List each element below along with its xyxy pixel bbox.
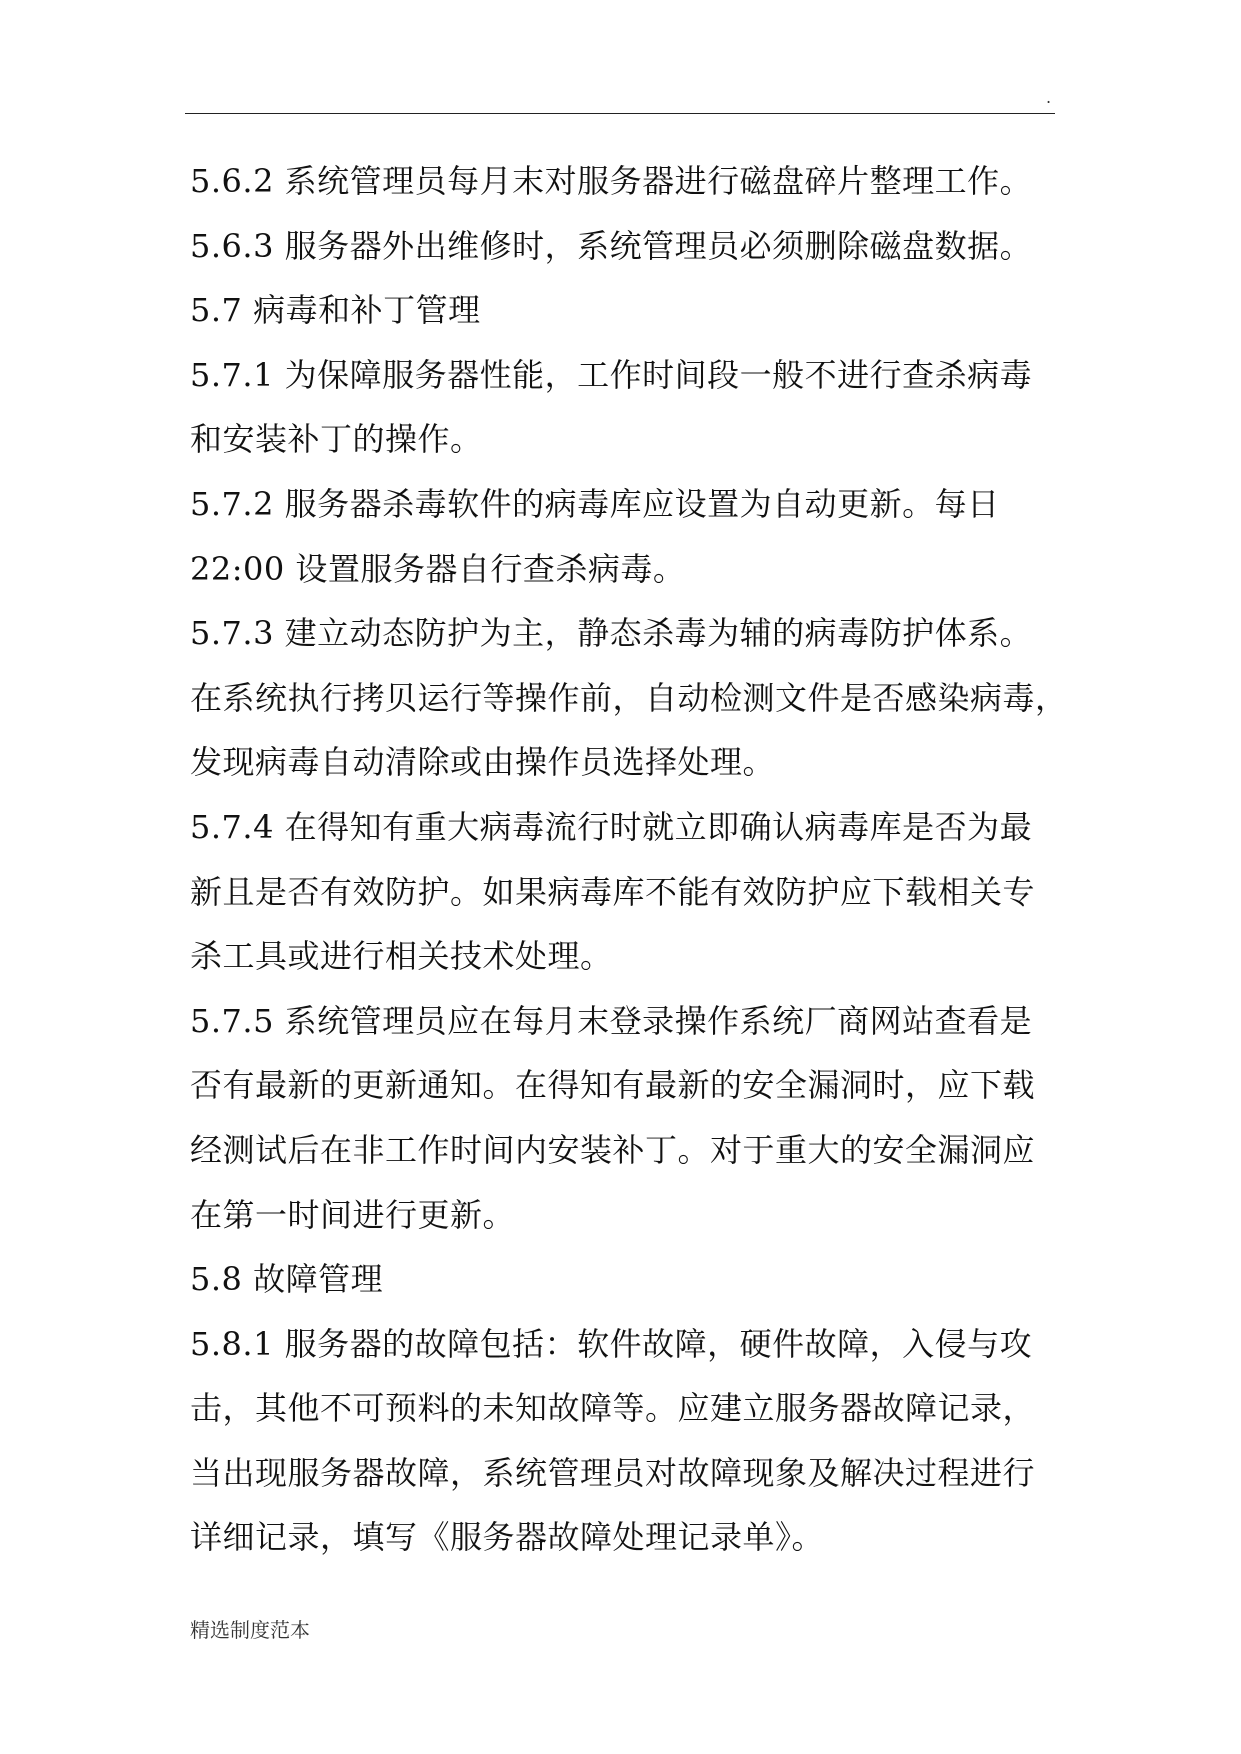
text-line: 否有最新的更新通知。在得知有最新的安全漏洞时，应下载 — [190, 1066, 1036, 1105]
text-line: 经测试后在非工作时间内安装补丁。对于重大的安全漏洞应 — [190, 1130, 1036, 1169]
text-line: 5.7.5 系统管理员应在每月末登录操作系统厂商网站查看是 — [190, 1001, 1033, 1040]
text-line: 22:00 设置服务器自行查杀病毒。 — [190, 549, 686, 588]
text-line: 5.7.3 建立动态防护为主，静态杀毒为辅的病毒防护体系。 — [190, 614, 1033, 653]
text-line: 在第一时间进行更新。 — [190, 1195, 516, 1234]
text-line: 和安装补丁的操作。 — [190, 420, 483, 459]
text-line: 击，其他不可预料的未知故障等。应建立服务器故障记录， — [190, 1389, 1036, 1428]
text-line: 详细记录，填写《服务器故障处理记录单》。 — [190, 1518, 825, 1557]
text-line: 发现病毒自动清除或由操作员选择处理。 — [190, 743, 776, 782]
header-mark: . — [1046, 88, 1052, 107]
text-line: 5.7.4 在得知有重大病毒流行时就立即确认病毒库是否为最 — [190, 807, 1033, 846]
section-heading: 5.8 故障管理 — [190, 1260, 384, 1299]
text-line: 5.8.1 服务器的故障包括：软件故障，硬件故障，入侵与攻 — [190, 1324, 1033, 1363]
document-body — [190, 149, 1070, 1570]
text-line: 新且是否有效防护。如果病毒库不能有效防护应下载相关专 — [190, 872, 1036, 911]
text-line: 5.6.2 系统管理员每月末对服务器进行磁盘碎片整理工作。 — [190, 162, 1033, 200]
text-line: 5.6.3 服务器外出维修时，系统管理员必须删除磁盘数据。 — [190, 226, 1033, 265]
text-line: 在系统执行拷贝运行等操作前，自动检测文件是否感染病毒， — [190, 678, 1068, 717]
page-footer: 精选制度范本 — [190, 1618, 310, 1642]
text-line: 5.7.1 为保障服务器性能，工作时间段一般不进行查杀病毒 — [190, 355, 1033, 394]
text-line: 杀工具或进行相关技术处理。 — [190, 937, 613, 976]
text-line: 5.7.2 服务器杀毒软件的病毒库应设置为自动更新。每日 — [190, 484, 1000, 523]
section-heading: 5.7 病毒和补丁管理 — [190, 291, 481, 330]
text-line: 当出现服务器故障，系统管理员对故障现象及解决过程进行 — [190, 1453, 1036, 1492]
header-divider — [185, 113, 1055, 114]
